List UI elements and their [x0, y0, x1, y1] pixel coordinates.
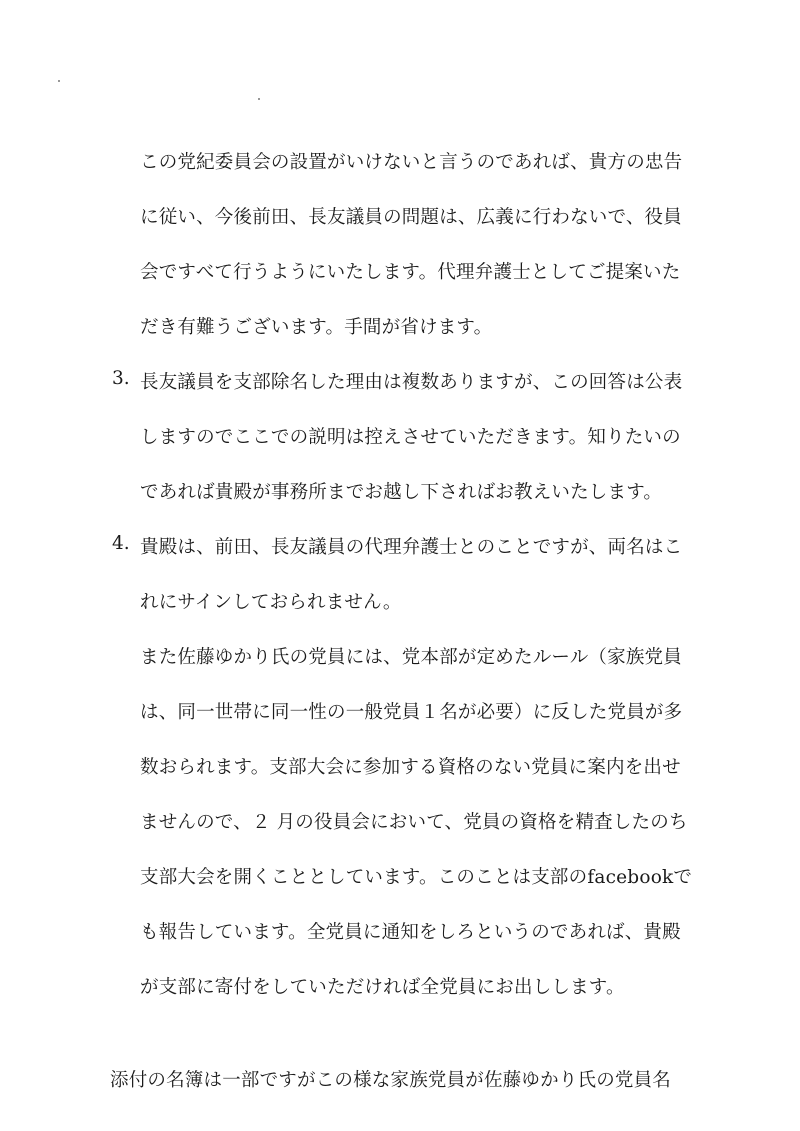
scan-speck	[258, 98, 260, 100]
text-line: 会ですべて行うようにいたします。代理弁護士としてご提案いた	[140, 262, 681, 283]
text-line: も報告しています。全党員に通知をしろというのであれば、貴殿	[140, 922, 681, 943]
scan-speck	[58, 80, 60, 82]
text-line: しますのでここでの説明は控えさせていただきます。知りたいの	[140, 427, 681, 448]
text-line: 貴殿は、前田、長友議員の代理弁護士とのことですが、両名はこ	[140, 537, 683, 558]
text-line: に従い、今後前田、長友議員の問題は、広義に行わないで、役員	[140, 207, 682, 228]
text-line: れにサインしておられません。	[140, 592, 402, 613]
text-line: 支部大会を開くこととしています。このことは支部のfacebookで	[140, 867, 693, 888]
text-line: が支部に寄付をしていただければ全党員にお出しします。	[140, 977, 625, 998]
text-line: であれば貴殿が事務所までお越し下さればお教えいたします。	[140, 482, 663, 503]
text-line: 添付の名簿は一部ですがこの様な家族党員が佐藤ゆかり氏の党員名	[110, 1070, 672, 1091]
text-line: は、同一世帯に同一性の一般党員１名が必要）に反した党員が多	[140, 702, 683, 723]
text-line: また佐藤ゆかり氏の党員には、党本部が定めたルール（家族党員	[140, 647, 682, 668]
list-number: 4.	[112, 533, 130, 554]
list-number: 3.	[112, 368, 130, 389]
text-line: 長友議員を支部除名した理由は複数ありますが、この回答は公表	[140, 372, 683, 393]
text-line: だき有難うございます。手間が省けます。	[140, 317, 493, 338]
text-line: ませんので、２ 月の役員会において、党員の資格を精査したのち	[140, 812, 688, 833]
text-line: この党紀委員会の設置がいけないと言うのであれば、貴方の忠告	[140, 152, 683, 173]
text-line: 数おられます。支部大会に参加する資格のない党員に案内を出せ	[140, 757, 681, 778]
